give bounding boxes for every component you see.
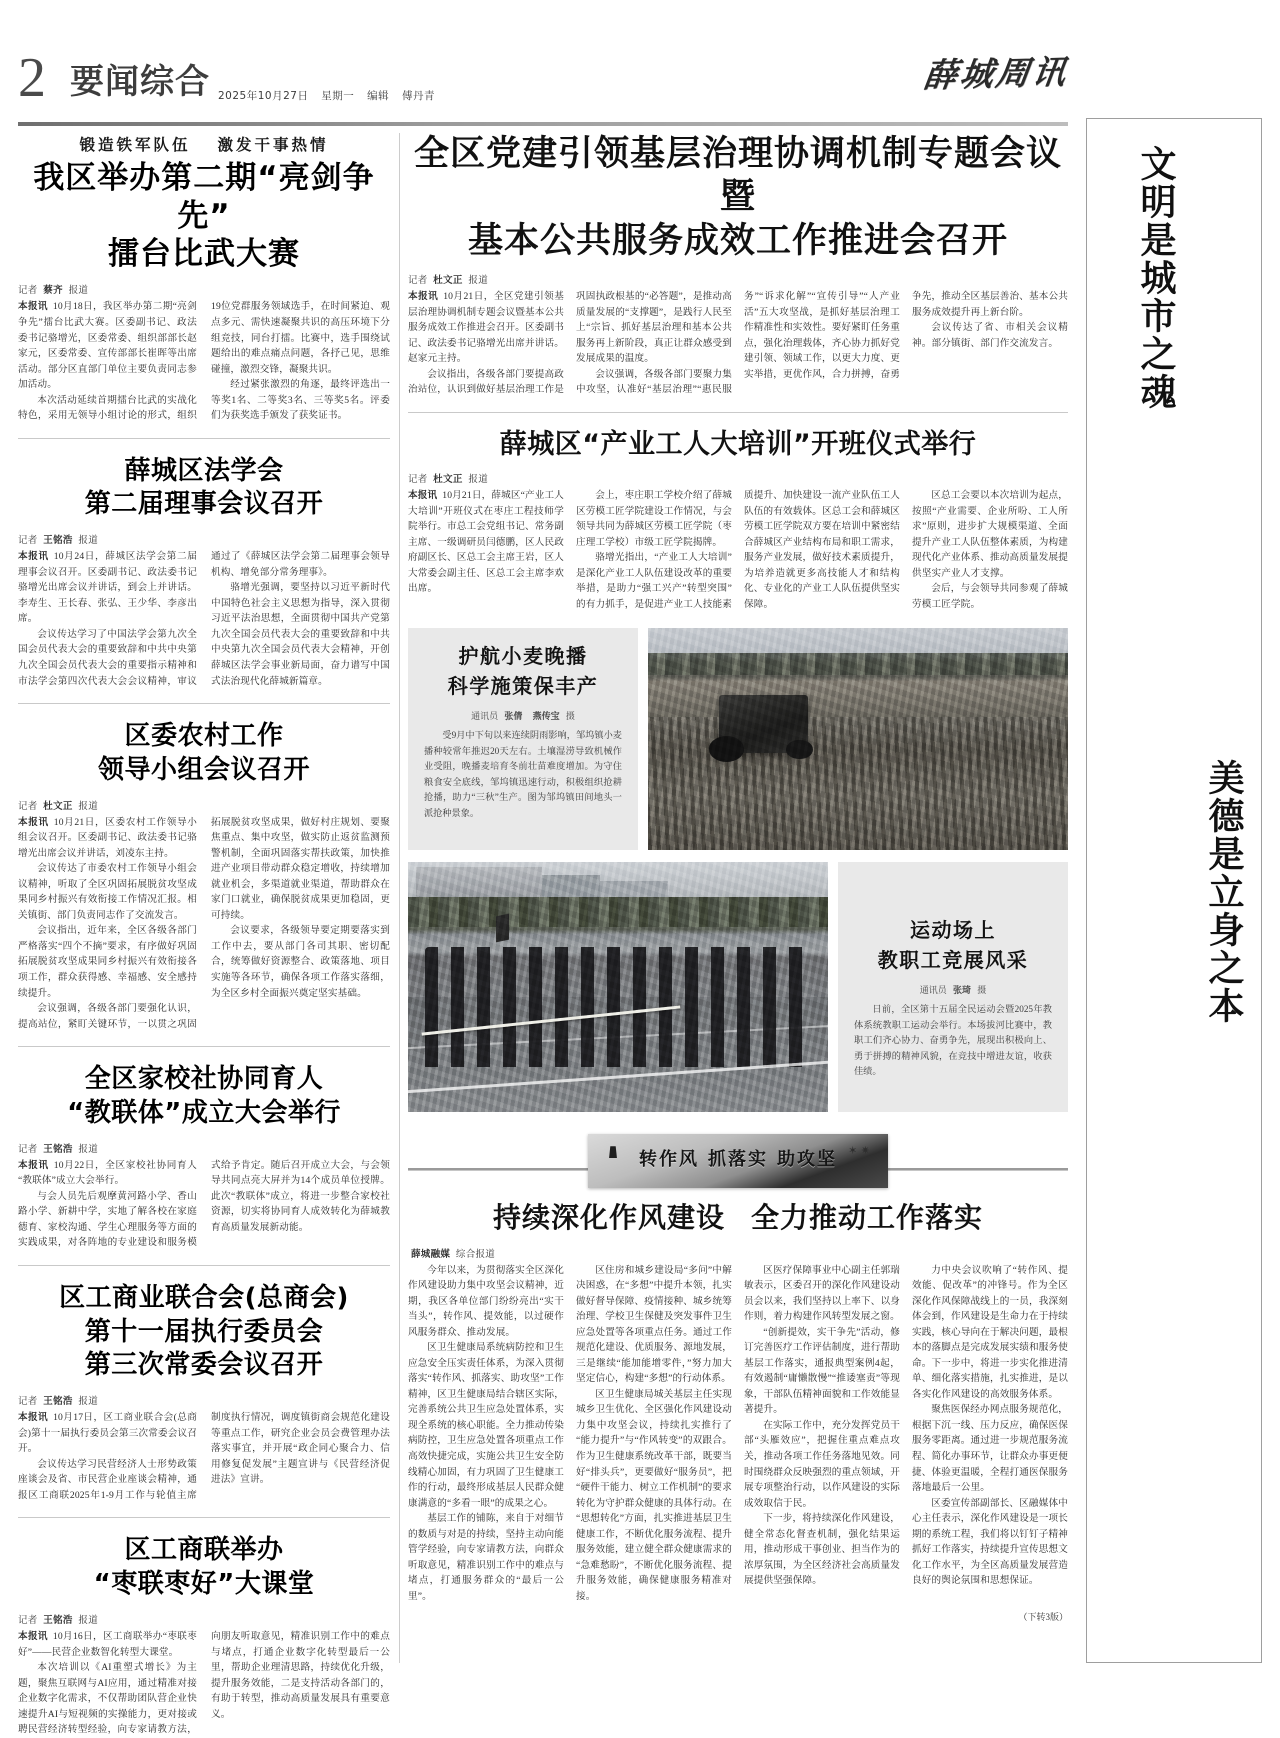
page-number: 2 [18,47,46,109]
headline-jiaolianti-2: “教联体”成立大会举行 [67,1097,341,1128]
paragraph: 今年以来，为贯彻落实全区深化作风建设助力集中攻坚会议精神，近期，我区各单位部门纷纷亮出“实干当头”，转作风、提效能，以过硬作风服务群众、推动发展。 [408,1264,564,1338]
article-body [18,1629,390,1738]
byline-suffix: 报道 [78,1397,98,1408]
byline-name: 王铭浩 [43,1397,73,1408]
headline-zao-2: “枣联枣好”大课堂 [93,1569,315,1600]
lead-tag: 本报讯 [408,489,438,501]
article-chanyegongren [408,427,1068,612]
lead-tag: 本报讯 [18,551,49,563]
byline-suffix: 报道 [78,1144,98,1155]
byline-label: 记者 [18,1144,38,1155]
paragraph: 聚焦医保经办网点服务规范化，根据下沉一线、压力反应，确保医保服务零距离。通过进一步规范服务流程、简化办事环节，让群众办事更便捷、体验更温暖，全程打通医保服务落地最后一公里。 [912,1404,1068,1494]
caption-title-2: 科学施策保丰产 [447,676,599,699]
section-banner [408,1130,1068,1194]
field-furrows [648,717,1068,850]
paragraph: 会议传达了省、市相关会议精神。部分镇街、部门作交流发言。 [912,322,1068,349]
paragraph: 力中央会议吹响了“转作风、提效能、促改革”的冲锋号。作为全区深化作风保障战线上的一员，我深刻体会到，作风建设是生命力在于持续实践，核心导向在于解决问题，最根本的落脚点是完成发展实绩和服务使命。下一步中，将进一步实化推进清单、细化落实措施，扎实推进，是以各实化作风建设的高效服务体系。 [912,1264,1068,1400]
headline-liangjian-1: 我区举办第二期“亮剑争先” [33,160,375,234]
brand-logo: 薛城周讯 [921,55,1071,95]
headline-zuofeng-b: 全力推动工作落实 [751,1201,984,1235]
track-lane-line [408,1055,828,1096]
article-dangjian-lead [408,133,1068,398]
byline-name: 杜文正 [43,801,73,812]
continue-note: （下转3版） [1018,1612,1068,1623]
byline-suffix: 报道 [78,801,98,812]
lead-tag: 本报讯 [18,301,48,313]
paragraph: 本次活动延续首期擂台比武的实战化特色，采用无领导小组讨论的形式，组织19位党群服务领域选手，在时间紧迫、观点多元、需快速凝聚共识的高压环境下分组竞技，同台打擂。比赛中，选手围绕试题给出的难点痛点问题，各抒己见，思维碰撞，激烈交锋，凝聚共识。 [18,301,390,422]
headline-faxuehui-2: 第二届理事会议召开 [84,489,324,520]
byline-suffix: 报道 [468,276,488,287]
byline [18,798,390,812]
headline-gsl-3: 第三次常委会议召开 [84,1350,324,1381]
flag-shape [496,913,509,942]
article-body [18,1410,390,1503]
paragraph: 会议强调，各级各部门要聚力集中攻坚，认准好“基层治理”“惠民服务”“诉求化解”“宣传引导”“人产业活”五大攻坚战，是抓好基层治理工作精准性和实效性。要好紧盯任务重点，强化治理载体，齐心协力抓好党建引领、领域工作，以更大力度、更实举措，更优作风，合力拼搏，奋勇争先，推动全区基层善治、基本公共服务成效提升再上新台阶。 [576,291,1068,396]
caption-block-sports [838,862,1068,1112]
tree-line [648,653,1068,675]
caption-title-2: 教职工竞展风采 [877,950,1029,973]
masthead-divider [18,122,1068,126]
photo-feature-tugofwar [408,862,1068,1112]
paragraph: 本报讯 10月24日，薛城区法学会第二届理事会议召开。区委副书记、政法委书记骆增光出席会议并讲话，到会上并讲话。李寿生、王长春、张弘、王少华、李彦出席。 [18,551,198,625]
paragraph: 区卫生健康局系统病防控和卫生应急安全压实责任体系，为深入贯彻落实“转作风、抓落实、助攻坚”工作精神，区卫生健康局结合辖区实际，完善系统公共卫生应急处置体系，实现全系统的核心职能。全力推动传染病防控，卫生应急处置各项重点工作高效快捷完成，实施公共卫生安全防线精心加固，有力巩固了卫生健康工作的行动，最终形成基层人民群众健康满意的“多看一眼”的成果之心。 [408,1342,564,1509]
headline-dangjian-1: 全区党建引领基层治理协调机制专题会议暨 [413,134,1062,218]
masthead [18,47,1071,120]
paragraph: 在实际工作中，充分发挥党员干部“头雁效应”，把握住重点难点攻关，推动各项工作任务落地见效。同时围绕群众反映强烈的重点领域，开展专项整治行动，以作风建设的实际成效取信于民。 [744,1419,900,1509]
article-body [18,815,390,1032]
article-separator [408,412,1068,413]
byline-name: 蔡齐 [43,286,63,297]
caption-body [854,1002,1052,1079]
column-divider [399,133,400,1663]
headline-faxuehui-1: 薛城区法学会 [124,455,284,486]
byline-label: 通讯员 [919,985,947,996]
paragraph: 区卫生健康局城关基层主任实现城乡卫生优化、全区强化作风建设动力集中攻坚会议，持续扎实推行了“能力提升”与“作风转变”的双跟合。作为卫生健康系统改革干部，既要当好“排头兵”，更要做好“服务员”，把“硬件干能力、树立工作机制”的要求转化为守护群众健康的具体行动。在“思想转化”方面，扎实推进基层卫生健康工作，不断优化服务流程、提升服务效能，建立健全群众健康需求的“急难愁盼”，不断优化服务流程、提升服务效能，确保健康服务精准对接。 [576,1388,732,1602]
article-separator [18,1265,390,1266]
lead-tag: 本报讯 [18,1159,49,1171]
byline [18,282,390,296]
paragraph: 日前，全区第十五届全民运动会暨2025年教体系统教职工运动会举行。本场拔河比赛中，教职工们齐心协力、奋勇争先，展现出积极向上、勇于拼搏的精神风貌，在竞技中增进友谊，收获佳绩。 [854,1004,1052,1077]
issue-meta [218,88,444,103]
tractor-shape [719,695,807,753]
article-body [18,299,390,423]
paragraph: 骆增光指出，“产业工人大培训”是深化产业工人队伍建设改革的重要举措，是助力“强工兴产”转型突围”的有力抓手，是促进产业工人技能素质提升、加快建设一流产业队伍工人队伍的有效载体。区总工会和薛城区劳模工匠学院双方要在培训中紧密结合薛城区产业结构布局和职工需求，服务产业发展，做好技术素质提升，为培养造就更多高技能人才和结构化、专业化的产业工人队伍提供坚实保障。 [576,489,900,610]
paragraph: 会议强调，各级各部门要强化认识，提高站位，紧盯关键环节，一以贯之巩固拓展脱贫攻坚成果，做好村庄规划、要聚焦重点、集中攻坚，做实防止返贫监测预警机制，全面巩固落实帮扶政策，加快推进产业项目带动群众稳定增收，持续增加就业机会，多渠道就业渠道，帮助群众在家门口就业，确保脱贫成果更加稳固，更可持续。 [18,816,390,1030]
torch-icon [604,1146,622,1176]
city-skyline [416,867,542,912]
article-jiaolianti [18,1063,390,1251]
article-liangjian [18,133,390,424]
byline-suffix: 综合报道 [455,1249,496,1260]
paragraph: 会议指出，各级各部门要提高政治站位，认识到做好基层治理工作是巩固执政根基的“必答题”，是推动高质量发展的“支撑题”，是践行人民至上“宗旨、抓好基层治理和基本公共服务再上新阶段，真正让群众感受到发展成果的温度。 [408,291,732,396]
byline-label: 记者 [408,474,428,485]
headline-gsl-2: 第十一届执行委员会 [84,1316,324,1347]
byline [18,1393,390,1407]
photo-tug-of-war [408,862,828,1112]
banner-text-a: 转作风 [639,1149,699,1171]
headline-liangjian-2: 擂台比武大赛 [108,235,300,272]
headline-chanye: 薛城区“产业工人大培训”开班仪式举行 [499,428,977,460]
paragraph: 本报讯 10月18日，我区举办第二期“亮剑争先”擂台比武大赛。区委副书记、政法委书记骆增光，区委常委、组织部部长赵家元，区委常委、宣传部部长崔晖等出席活动。部分区直部门单位主要负责同志参加活动。 [18,301,197,391]
page-body [18,133,1068,1736]
article-separator [18,1517,390,1518]
byline-suffix: 报道 [78,1616,98,1627]
tug-rope [421,1006,680,1036]
kicker-part-a: 锻造铁军队伍 [79,137,191,154]
article-separator [18,1046,390,1047]
caption-body [424,728,622,821]
paragraph: 区委宣传部副部长、区融媒体中心主任表示，深化作风建设是一项长期的系统工程，我们将以钉钉子精神抓好工作落实，持续提升宣传思想文化工作水平，为全区高质量发展营造良好的舆论氛围和思想保证。 [912,1497,1068,1587]
caption-byline [854,983,1052,996]
byline-suffix: 报道 [78,536,98,547]
headline-dangjian-2: 基本公共服务成效工作推进会召开 [467,220,1008,261]
issue-date: 2025年10月27日 [218,90,309,102]
left-column [18,133,390,1738]
lead-tag: 本报讯 [18,1412,49,1424]
byline [18,1612,390,1626]
article-body [408,289,1068,398]
byline-name: 杜文正 [433,474,463,485]
paragraph: 会议传达学习民营经济人士形势政策座谈会及省、市民营企业座谈会精神，通报区工商联2025年1-9月工作与轮值主席制度执行情况，调度镇街商会规范化建设等重点工作，研究企业会员会费管理办法落实事宜，并开展“政企同心聚合力、信用修复促发展”主题宣讲与《民营经济促进法》宣讲。 [18,1412,390,1501]
running-track [408,997,828,1112]
paragraph: 会议传达学习了中国法学会第九次全国会员代表大会的重要致辞和中共中央第九次全国会员代表大会的重要指示精神和市法学会第四次代表大会会议精神，审议通过了《薛城区法学会第二届理事会领导机构、增免部分常务理事》。 [18,551,390,687]
lead-tag: 本报讯 [18,1631,48,1643]
byline-name: 杜文正 [433,276,463,287]
article-body [408,1263,1068,1605]
paragraph: 会议要求，各级领导要定期要落实到工作中去，要从部门各司其职、密切配合，统筹做好资源整合、政策落地、项目实施等各环节，确保各项工作落实落细，为全区乡村全面振兴奠定坚实基础。 [211,925,390,999]
people-row [425,947,811,1067]
lead-tag: 本报讯 [18,816,49,828]
slogan-line-1: 文明是城市之魂 [1136,145,1176,411]
caption-byline [424,709,622,722]
headline-jiaolianti-1: 全区家校社协同育人 [84,1064,324,1095]
byline-suffix: 报道 [468,474,488,485]
track-lane-line [408,1021,828,1052]
headline-zuofeng [408,1200,1068,1236]
caption-title-1: 运动场上 [910,920,996,943]
byline-label: 记者 [18,801,38,812]
slogan-panel [1086,118,1262,1663]
paragraph: 本次培训以《AI重塑式增长》为主题，聚焦互联网与AI应用，通过精准对接企业数字化需求，不仅帮助团队营企业快速提升AI与短视频的实操能力，更对接或聘民营经济转型经验，向专家请教方法，向朋友听取意见，精准识别工作中的难点与堵点，打通企业数字化转型最后一公里，帮助企业理清思路，持续优化升级，提升服务效能，二是支持活动各部门的，有助于转型，推动高质量发展具有重要意义。 [18,1631,390,1736]
article-zuofengjianshe [408,1200,1068,1623]
slogan-line-2: 美德是立身之本 [1204,759,1244,1025]
editor-label: 编辑 [367,90,390,102]
article-separator [18,703,390,704]
paragraph: 区住房和城乡建设局“多问”中解决困惑，在“多想”中提升本领，扎实做好督导保障、疫情接种、城乡统筹治理、学校卫生保健及突发事件卫生应急处置等各项重点任务。通过工作规范化建设、优质服务、源地发展，三是继续“能加能增零件，”努力加大坚定信心，构建“多想”的行动体系。 [576,1264,732,1385]
byline-label: 通讯员 [471,711,499,722]
paragraph: 会上，枣庄职工学校介绍了薛城区劳模工匠学院建设工作情况，与会领导共同为薛城区劳模工匠学院（枣庄理工学校）市级工匠学院揭牌。 [576,489,732,548]
lead-tag: 本报讯 [408,291,439,303]
section-title: 要闻综合 [70,62,210,102]
birds-icon: ✶ ✷ [848,1144,870,1158]
paragraph: 经过紧张激烈的角逐，最终评选出一等奖1名、二等奖3名、三等奖5名。评委们为获奖选手颁发了获奖证书。 [211,379,390,422]
article-gongshanglian-changwei [18,1282,390,1504]
paragraph: 区总工会要以本次培训为起点，按照“产业需要、企业所吩、工人所求”原则，进步扩大规模渠道、全面提升产业工人队伍整体素质，为构建现代化产业体系、推动高质量发展提供坚实产业人才支撑。 [912,489,1068,579]
article-body [18,1158,390,1251]
byline-suffix: 报道 [68,286,89,297]
caption-block-wheat [408,628,638,850]
byline-name: 王铭浩 [43,536,73,547]
tree-line [408,897,828,927]
paragraph: “创新提效，实干争先”活动，修订完善医疗工作评估制度，进行帮助基层工作落实，通报典型案例4起，有效遏制“庸懒散慢”“推诿塞责”等现象，干部队伍精神面貌和工作效能显著提升。 [744,1326,900,1416]
byline-name-1: 张琦 [952,985,971,996]
article-body [18,549,390,689]
paragraph: 会议传达了市委农村工作领导小组会议精神，听取了全区巩固拓展脱贫攻坚成果同乡村振兴有效衔接工作情况汇报。相关镇街、部门负责同志作了交流发言。 [18,863,197,921]
byline-name: 王铭浩 [43,1616,73,1627]
paragraph: 本报讯 10月21日，全区党建引领基层治理协调机制专题会议暨基本公共服务成效工作推进会召开。区委副书记、政法委书记骆增光出席并讲话。赵家元主持。 [408,291,564,365]
headline-gsl-1: 区工商业联合会(总商会) [59,1282,349,1313]
paragraph: 下一步，将持续深化作风建设，健全常态化督查机制，强化结果运用，推动形成干事创业、担当作为的浓厚氛围，为全区经济社会高质量发展提供坚强保障。 [744,1513,900,1587]
caption-title-1: 护航小麦晚播 [458,646,588,669]
paragraph: 本报讯 10月21日，薛城区“产业工人大培训”开班仪式在枣庄工程技师学院举行。市总工会党组书记、常务副主席、一级调研员闫德鹏，区人民政府副区长、区总工会主席王岩，区人大常委会副主任、区总工会主席李欢出席。 [408,489,564,595]
paragraph: 会议指出，近年来，全区各级各部门严格落实“四个不摘”要求，有序做好巩固拓展脱贫攻坚成果同乡村振兴有效衔接各项工作，群众获得感、幸福感、安全感持续提升。 [18,925,197,999]
photo-feature-wheat [408,628,1068,850]
paragraph: 基层工作的铺陈，来自于对细节的数质与对是的持续，坚持主动向能管学经验，向专家请教方法，向群众听取意见，精准识别工作中的难点与堵点，打通服务群众的“最后一公里”。 [408,1513,564,1602]
main-column [408,133,1068,1623]
article-kicker [18,133,390,155]
headline-nongcun-2: 领导小组会议召开 [97,754,310,785]
article-separator [18,438,390,439]
byline-suffix: 摄 [565,711,575,722]
byline-name: 薛城融媒 [411,1249,451,1260]
paragraph: 与会人员先后观摩黄河路小学、香山路小学、新耕中学，实地了解各校在家庭德育、家校沟通、学生心理服务等方面的实践成果，对各阵地的专业建设和服务模式给予肯定。随后召开成立大会，与会领导共同点亮大屏并为14个成员单位授牌。此次“教联体”成立，将进一步整合家校社资源，切实将协同育人成效转化为薛城教育高质量发展新动能。 [18,1159,390,1249]
byline-label: 记者 [18,1397,38,1408]
banner-text-b: 抓落实 [708,1149,768,1171]
article-zaolianzaohao [18,1534,390,1737]
headline-zao-1: 区工商联举办 [124,1535,284,1566]
paragraph: 区医疗保障事业中心副主任郭瑞敏表示，区委召开的深化作风建设动员会以来，我们坚持以上率下、以身作则，着力构建作风转型发展之窗。 [744,1264,900,1323]
paragraph: 本报讯 10月22日，全区家校社协同育人“教联体”成立大会举行。 [18,1159,198,1187]
byline [408,1246,1068,1260]
paragraph: 本报讯 10月17日，区工商业联合会(总商会)第十一届执行委员会第三次常委会议召开。 [18,1412,197,1455]
banner-plate [588,1134,888,1188]
byline [18,1141,390,1155]
kicker-part-b: 激发干事热情 [217,137,329,154]
byline-label: 记者 [18,536,38,547]
paragraph: 骆增光强调，要坚持以习近平新时代中国特色社会主义思想为指导，深入贯彻习近平法治思想，全面贯彻中国共产党第九次全国会员代表大会的重要致辞和中共中央第九次全国会员代表大会精神，开创薛城区法学会事业新局面，奋力谱写中国式法治现代化薛城新篇章。 [211,582,390,687]
byline [408,471,1068,485]
article-body [408,488,1068,612]
banner-text-c: 助攻坚 [777,1149,837,1171]
byline [18,532,390,546]
article-nongcun [18,720,390,1032]
byline-name-1: 张倩 [504,711,523,722]
byline-label: 记者 [408,276,428,287]
paragraph: 本报讯 10月16日，区工商联举办“枣联枣好”——民营企业数智化转型大课堂。 [18,1631,197,1658]
banner-text [639,1145,837,1171]
paragraph: 本报讯 10月21日，区委农村工作领导小组会议召开。区委副书记、政法委书记骆增光出席会议并讲话，刘凌东主持。 [18,816,198,859]
editor-name: 傅丹青 [401,90,435,102]
byline-label: 记者 [18,1616,38,1627]
headline-nongcun-1: 区委农村工作 [124,721,284,752]
headline-zuofeng-a: 持续深化作风建设 [492,1201,725,1235]
byline-label: 记者 [18,286,38,297]
photo-wheat-field [648,628,1068,850]
paragraph: 受9月中下旬以来连续阴雨影响，邹坞镇小麦播种较常年推迟20天左右。土壤湿涝导致机械作业受阻，晚播麦培育冬前壮苗难度增加。为守住粮食安全底线，邹坞镇迅速行动，积极组织抢耕抢播，助力“三秋”生产。图为邹坞镇田间地头一派抢种景象。 [424,730,622,818]
byline-name: 王铭浩 [43,1144,73,1155]
byline-name-2: 燕传宝 [532,711,560,722]
issue-weekday: 星期一 [321,90,355,102]
byline-suffix: 摄 [977,985,987,996]
paragraph: 会后，与会领导共同参观了薛城劳模工匠学院。 [912,583,1068,610]
article-faxuehui [18,455,390,689]
byline [408,272,1068,286]
